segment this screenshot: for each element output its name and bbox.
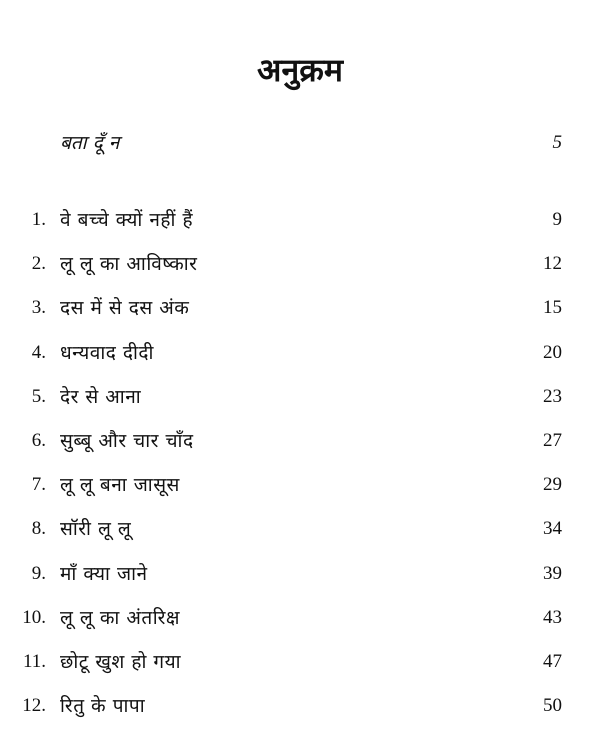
entry-page-number: 12 [543, 253, 562, 275]
entry-title: धन्यवाद दीदी [60, 341, 154, 364]
toc-entry [0, 338, 600, 382]
entry-title: माँ क्या जाने [60, 562, 148, 585]
toc-entry [0, 205, 600, 249]
toc-entry [0, 293, 600, 337]
toc-entry [0, 249, 600, 293]
entry-page-number: 34 [543, 518, 562, 540]
entry-page-number: 20 [543, 341, 562, 363]
entry-title: वे बच्चे क्यों नहीं हैं [60, 209, 194, 231]
toc-entry [0, 691, 600, 735]
entry-title: दस में से दस अंक [60, 297, 190, 320]
entry-number: 7. [31, 474, 46, 496]
entry-title: देर से आना [60, 385, 142, 408]
entry-number: 4. [31, 341, 46, 363]
entry-page-number: 50 [543, 695, 562, 717]
entry-page-number: 9 [552, 209, 562, 230]
entry-number: 10. [22, 606, 46, 628]
entry-title: रितु के पापा [60, 695, 146, 718]
entry-page-number: 29 [543, 474, 562, 496]
entry-number: 5. [31, 385, 46, 407]
entry-page-number: 23 [543, 385, 562, 407]
entry-title: लू लू का आविष्कार [60, 253, 198, 276]
table-of-contents [0, 205, 600, 735]
entry-page-number: 15 [543, 297, 562, 319]
entry-number: 12. [22, 695, 46, 717]
page-title: अनुक्रम [257, 51, 343, 89]
toc-entry [0, 559, 600, 603]
entry-number: 9. [31, 562, 46, 584]
entry-title: लू लू बना जासूस [60, 474, 180, 497]
entry-number: 11. [22, 650, 46, 672]
preface-entry [0, 128, 600, 158]
preface-label: बता दूँ न [60, 132, 120, 154]
entry-number: 8. [31, 518, 46, 540]
toc-entry [0, 647, 600, 691]
entry-title: छोटू खुश हो गया [60, 650, 182, 673]
toc-entry [0, 514, 600, 558]
toc-entry [0, 382, 600, 426]
entry-page-number: 47 [543, 650, 562, 672]
toc-entry [0, 470, 600, 514]
toc-entry [0, 426, 600, 470]
entry-number: 3. [31, 297, 46, 319]
entry-title: सॉरी लू लू [60, 518, 132, 541]
entry-page-number: 39 [543, 562, 562, 584]
entry-number: 1. [31, 209, 46, 230]
entry-page-number: 27 [543, 429, 562, 451]
entry-number: 6. [31, 429, 46, 451]
entry-title: लू लू का अंतरिक्ष [60, 606, 181, 629]
toc-entry [0, 603, 600, 647]
entry-number: 2. [31, 253, 46, 275]
entry-title: सुब्बू और चार चाँद [60, 429, 194, 452]
entry-page-number: 43 [543, 606, 562, 628]
preface-page-number: 5 [552, 132, 562, 153]
